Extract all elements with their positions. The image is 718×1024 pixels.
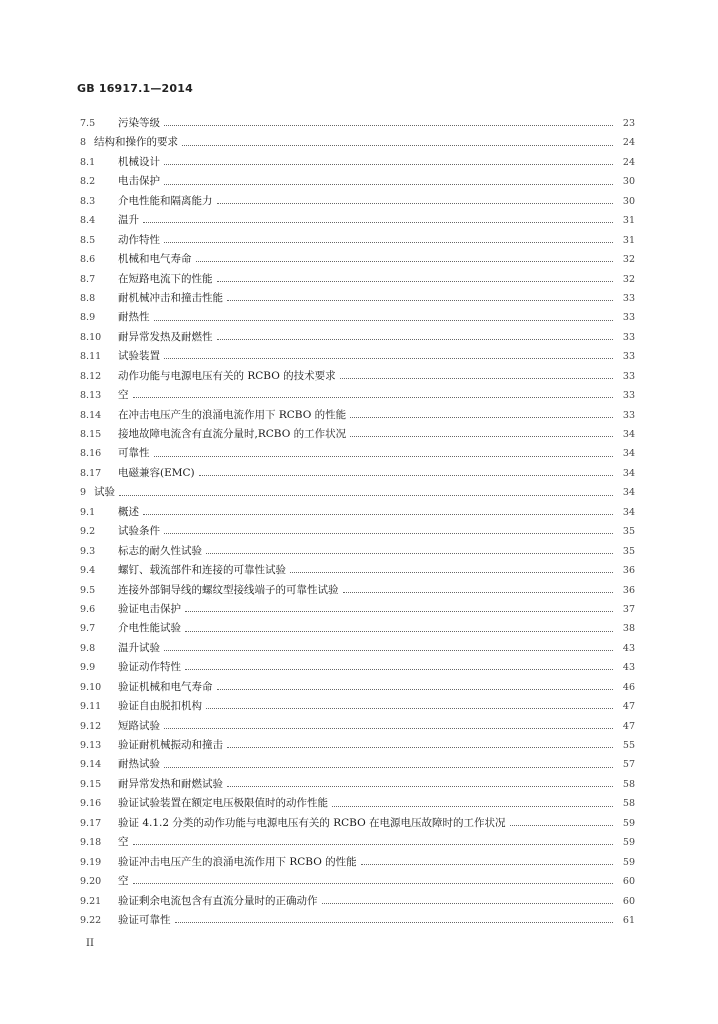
toc-dot-leader bbox=[133, 844, 614, 845]
toc-dot-leader bbox=[350, 436, 613, 437]
toc-entry-page: 31 bbox=[622, 215, 635, 227]
toc-entry-page: 60 bbox=[622, 895, 635, 907]
toc-entry-number: 9.4 bbox=[80, 565, 96, 577]
toc-entry-number: 8.7 bbox=[80, 273, 96, 285]
toc-dot-leader bbox=[143, 514, 613, 515]
toc-entry bbox=[80, 153, 635, 172]
toc-entry bbox=[80, 697, 635, 716]
toc-dot-leader bbox=[164, 767, 613, 768]
toc-entry-title: 介电性能试验 bbox=[118, 622, 181, 635]
toc-entry bbox=[80, 794, 635, 813]
toc-entry bbox=[80, 619, 635, 638]
toc-entry-number: 9.16 bbox=[80, 798, 102, 810]
toc-entry-number: 9.5 bbox=[80, 584, 96, 596]
toc-dot-leader bbox=[185, 669, 613, 670]
toc-entry bbox=[80, 114, 635, 133]
toc-entry bbox=[80, 775, 635, 794]
toc-entry-title: 验证 4.1.2 分类的动作功能与电源电压有关的 RCBO 在电源电压故障时的工作状况 bbox=[118, 816, 506, 829]
toc-entry bbox=[80, 658, 635, 677]
toc-entry-number: 8.10 bbox=[80, 331, 102, 343]
toc-dot-leader bbox=[340, 378, 613, 379]
toc-entry-page: 34 bbox=[622, 506, 635, 518]
toc-entry bbox=[80, 289, 635, 308]
toc-dot-leader bbox=[154, 456, 614, 457]
toc-entry-number: 8.4 bbox=[80, 215, 96, 227]
toc-entry bbox=[80, 444, 635, 463]
toc-entry-title: 验证自由脱扣机构 bbox=[118, 700, 202, 713]
toc-dot-leader bbox=[332, 806, 613, 807]
toc-dot-leader bbox=[185, 631, 613, 632]
toc-entry-title: 在冲击电压产生的浪涌电流作用下 RCBO 的性能 bbox=[118, 408, 347, 421]
toc-entry-number: 8 bbox=[80, 137, 87, 149]
toc-entry-number: 9.3 bbox=[80, 545, 96, 557]
toc-entry-title: 验证冲击电压产生的浪涌电流作用下 RCBO 的性能 bbox=[118, 855, 357, 868]
toc-dot-leader bbox=[182, 145, 613, 146]
toc-entry-page: 57 bbox=[622, 759, 635, 771]
toc-entry-number: 8.13 bbox=[80, 390, 102, 402]
toc-dot-leader bbox=[350, 417, 613, 418]
toc-entry bbox=[80, 250, 635, 269]
toc-entry-page: 32 bbox=[622, 273, 635, 285]
toc-entry bbox=[80, 600, 635, 619]
toc-entry-title: 空 bbox=[118, 875, 129, 888]
toc-entry-title: 在短路电流下的性能 bbox=[118, 272, 213, 285]
toc-entry bbox=[80, 231, 635, 250]
toc-dot-leader bbox=[196, 261, 614, 262]
toc-dot-leader bbox=[343, 592, 614, 593]
toc-dot-leader bbox=[227, 786, 613, 787]
toc-entry-page: 59 bbox=[622, 856, 635, 868]
toc-entry-number: 9.21 bbox=[80, 895, 102, 907]
toc-entry-page: 35 bbox=[622, 526, 635, 538]
toc-entry-page: 38 bbox=[622, 623, 635, 635]
toc-entry-number: 8.16 bbox=[80, 448, 102, 460]
toc-entry bbox=[80, 386, 635, 405]
toc-entry-number: 8.12 bbox=[80, 370, 102, 382]
toc-entry bbox=[80, 755, 635, 774]
toc-dot-leader bbox=[164, 184, 613, 185]
toc-entry-title: 空 bbox=[118, 389, 129, 402]
toc-entry-page: 60 bbox=[622, 876, 635, 888]
toc-entry-number: 8.6 bbox=[80, 254, 96, 266]
toc-entry-title: 螺钉、载流部件和连接的可靠性试验 bbox=[118, 564, 286, 577]
toc-entry-number: 9.9 bbox=[80, 662, 96, 674]
toc-entry-number: 9.10 bbox=[80, 681, 102, 693]
toc-entry-title: 接地故障电流含有直流分量时,RCBO 的工作状况 bbox=[118, 428, 347, 440]
toc-dot-leader bbox=[227, 747, 613, 748]
toc-entry-number: 9.15 bbox=[80, 778, 102, 790]
toc-entry-title: 温升试验 bbox=[118, 641, 160, 654]
toc-entry-page: 30 bbox=[622, 176, 635, 188]
toc-entry-title: 试验装置 bbox=[118, 350, 160, 363]
toc-entry-page: 33 bbox=[622, 390, 635, 402]
toc-entry-number: 9.20 bbox=[80, 876, 102, 888]
toc-entry-title: 动作功能与电源电压有关的 RCBO 的技术要求 bbox=[118, 369, 336, 382]
toc-dot-leader bbox=[206, 708, 613, 709]
toc-dot-leader bbox=[164, 164, 613, 165]
toc-entry-title: 试验 bbox=[94, 486, 115, 499]
toc-entry-number: 8.5 bbox=[80, 234, 96, 246]
toc-entry-number: 9.6 bbox=[80, 603, 96, 615]
toc-entry-page: 33 bbox=[622, 292, 635, 304]
toc-entry-number: 8.11 bbox=[80, 351, 102, 363]
toc-entry-page: 33 bbox=[622, 409, 635, 421]
toc-entry-title: 空 bbox=[118, 836, 129, 849]
toc-entry-number: 9.1 bbox=[80, 506, 96, 518]
toc-entry-page: 33 bbox=[622, 312, 635, 324]
toc-dot-leader bbox=[175, 922, 614, 923]
toc-entry-title: 标志的耐久性试验 bbox=[118, 544, 202, 557]
toc-entry-number: 9.2 bbox=[80, 526, 96, 538]
toc-entry-page: 33 bbox=[622, 351, 635, 363]
toc-entry-number: 8.15 bbox=[80, 429, 102, 440]
toc-dot-leader bbox=[322, 903, 614, 904]
toc-entry-page: 47 bbox=[622, 701, 635, 713]
toc-entry bbox=[80, 133, 635, 152]
toc-entry bbox=[80, 192, 635, 211]
toc-dot-leader bbox=[164, 242, 613, 243]
toc-entry-title: 机械和电气寿命 bbox=[118, 253, 192, 266]
toc-entry bbox=[80, 483, 635, 502]
toc-dot-leader bbox=[119, 495, 613, 496]
toc-entry-title: 试验条件 bbox=[118, 525, 160, 538]
toc-dot-leader bbox=[164, 650, 613, 651]
toc-entry-title: 电磁兼容(EMC) bbox=[118, 466, 195, 479]
toc-entry-page: 46 bbox=[622, 681, 635, 693]
toc-entry bbox=[80, 328, 635, 347]
toc-entry-number: 9.13 bbox=[80, 740, 102, 751]
table-of-contents bbox=[80, 114, 635, 930]
toc-entry-title: 短路试验 bbox=[118, 719, 160, 732]
toc-entry-page: 36 bbox=[622, 565, 635, 577]
toc-dot-leader bbox=[206, 553, 613, 554]
toc-entry-number: 9.8 bbox=[80, 642, 96, 654]
toc-dot-leader bbox=[199, 475, 613, 476]
toc-entry bbox=[80, 522, 635, 541]
toc-entry-title: 机械设计 bbox=[118, 155, 160, 168]
toc-entry-page: 55 bbox=[622, 740, 635, 751]
toc-entry bbox=[80, 872, 635, 891]
toc-entry bbox=[80, 211, 635, 230]
toc-entry bbox=[80, 581, 635, 600]
toc-dot-leader bbox=[164, 533, 613, 534]
toc-entry-page: 36 bbox=[622, 584, 635, 596]
toc-entry-page: 34 bbox=[622, 448, 635, 460]
toc-entry-page: 58 bbox=[622, 798, 635, 810]
toc-entry bbox=[80, 678, 635, 697]
toc-entry-title: 验证剩余电流包含有直流分量时的正确动作 bbox=[118, 894, 318, 907]
toc-entry-page: 24 bbox=[622, 137, 635, 149]
toc-entry-title: 验证耐机械振动和撞击 bbox=[118, 739, 223, 751]
standard-code-header: GB 16917.1—2014 bbox=[77, 82, 193, 95]
toc-dot-leader bbox=[361, 864, 613, 865]
toc-entry-number: 8.1 bbox=[80, 156, 96, 168]
toc-entry-title: 耐机械冲击和撞击性能 bbox=[118, 291, 223, 304]
toc-entry-title: 耐异常发热及耐燃性 bbox=[118, 330, 213, 343]
toc-entry-title: 污染等级 bbox=[118, 117, 160, 129]
toc-entry bbox=[80, 639, 635, 658]
toc-entry-page: 47 bbox=[622, 720, 635, 732]
toc-entry bbox=[80, 464, 635, 483]
toc-entry bbox=[80, 814, 635, 833]
toc-entry-title: 验证机械和电气寿命 bbox=[118, 680, 213, 693]
toc-entry-title: 验证可靠性 bbox=[118, 913, 171, 926]
toc-entry bbox=[80, 367, 635, 386]
toc-entry-number: 9.7 bbox=[80, 623, 96, 635]
toc-entry-page: 32 bbox=[622, 254, 635, 266]
toc-entry-title: 动作特性 bbox=[118, 233, 160, 246]
toc-entry-number: 8.8 bbox=[80, 292, 96, 304]
toc-entry-page: 43 bbox=[622, 642, 635, 654]
toc-dot-leader bbox=[217, 203, 614, 204]
toc-entry bbox=[80, 853, 635, 872]
toc-entry bbox=[80, 308, 635, 327]
toc-entry bbox=[80, 717, 635, 736]
toc-entry bbox=[80, 425, 635, 444]
toc-entry bbox=[80, 406, 635, 425]
toc-entry-page: 34 bbox=[622, 487, 635, 499]
toc-entry-number: 9.14 bbox=[80, 759, 102, 771]
toc-entry-number: 9.17 bbox=[80, 817, 102, 829]
toc-entry-number: 8.17 bbox=[80, 467, 102, 479]
toc-entry-page: 34 bbox=[622, 429, 635, 440]
toc-dot-leader bbox=[227, 300, 613, 301]
toc-entry bbox=[80, 833, 635, 852]
toc-entry-title: 连接外部铜导线的螺纹型接线端子的可靠性试验 bbox=[118, 583, 339, 596]
toc-entry-title: 概述 bbox=[118, 505, 139, 518]
toc-dot-leader bbox=[143, 222, 613, 223]
toc-entry-title: 温升 bbox=[118, 214, 139, 227]
toc-entry-title: 耐异常发热和耐燃试验 bbox=[118, 777, 223, 790]
toc-entry-page: 59 bbox=[622, 837, 635, 849]
toc-entry-page: 24 bbox=[622, 156, 635, 168]
toc-dot-leader bbox=[185, 611, 613, 612]
toc-entry-page: 30 bbox=[622, 195, 635, 207]
toc-entry bbox=[80, 892, 635, 911]
toc-entry-number: 9.18 bbox=[80, 837, 102, 849]
toc-entry-number: 9.12 bbox=[80, 720, 102, 732]
toc-entry-title: 电击保护 bbox=[118, 175, 160, 188]
toc-entry-title: 结构和操作的要求 bbox=[94, 136, 178, 149]
toc-entry bbox=[80, 347, 635, 366]
toc-entry-page: 61 bbox=[622, 914, 635, 926]
toc-dot-leader bbox=[133, 883, 614, 884]
toc-dot-leader bbox=[164, 125, 613, 126]
toc-entry-number: 7.5 bbox=[80, 118, 96, 129]
toc-entry-number: 8.3 bbox=[80, 195, 96, 207]
toc-entry-title: 耐热性 bbox=[118, 311, 150, 324]
toc-entry-title: 可靠性 bbox=[118, 447, 150, 460]
toc-entry-page: 35 bbox=[622, 545, 635, 557]
toc-entry bbox=[80, 911, 635, 930]
toc-entry bbox=[80, 270, 635, 289]
toc-entry-title: 验证动作特性 bbox=[118, 661, 181, 674]
toc-entry-title: 验证试验装置在额定电压极限值时的动作性能 bbox=[118, 797, 328, 810]
toc-entry bbox=[80, 542, 635, 561]
toc-entry-page: 31 bbox=[622, 234, 635, 246]
toc-entry-number: 8.14 bbox=[80, 409, 102, 421]
toc-dot-leader bbox=[217, 281, 614, 282]
toc-dot-leader bbox=[217, 689, 614, 690]
toc-entry-page: 34 bbox=[622, 467, 635, 479]
toc-dot-leader bbox=[154, 320, 614, 321]
toc-dot-leader bbox=[217, 339, 614, 340]
toc-entry bbox=[80, 172, 635, 191]
toc-entry-title: 验证电击保护 bbox=[118, 602, 181, 615]
toc-entry-page: 33 bbox=[622, 331, 635, 343]
toc-entry-number: 9.11 bbox=[80, 701, 102, 713]
toc-entry-page: 59 bbox=[622, 817, 635, 829]
toc-entry-title: 介电性能和隔离能力 bbox=[118, 194, 213, 207]
toc-dot-leader bbox=[164, 728, 613, 729]
toc-entry-number: 9.19 bbox=[80, 856, 102, 868]
toc-entry-number: 9.22 bbox=[80, 914, 102, 926]
toc-entry-number: 8.2 bbox=[80, 176, 96, 188]
page-numeral-footer: II bbox=[86, 938, 94, 949]
toc-entry bbox=[80, 736, 635, 755]
toc-entry bbox=[80, 561, 635, 580]
toc-dot-leader bbox=[510, 825, 613, 826]
toc-dot-leader bbox=[164, 358, 613, 359]
toc-entry-number: 9 bbox=[80, 487, 87, 499]
toc-dot-leader bbox=[133, 397, 614, 398]
toc-entry-page: 23 bbox=[622, 118, 635, 129]
toc-entry-page: 43 bbox=[622, 662, 635, 674]
toc-entry bbox=[80, 503, 635, 522]
toc-dot-leader bbox=[290, 572, 613, 573]
toc-entry-page: 58 bbox=[622, 778, 635, 790]
toc-entry-number: 8.9 bbox=[80, 312, 96, 324]
toc-entry-title: 耐热试验 bbox=[118, 758, 160, 771]
toc-entry-page: 33 bbox=[622, 370, 635, 382]
toc-entry-page: 37 bbox=[622, 603, 635, 615]
